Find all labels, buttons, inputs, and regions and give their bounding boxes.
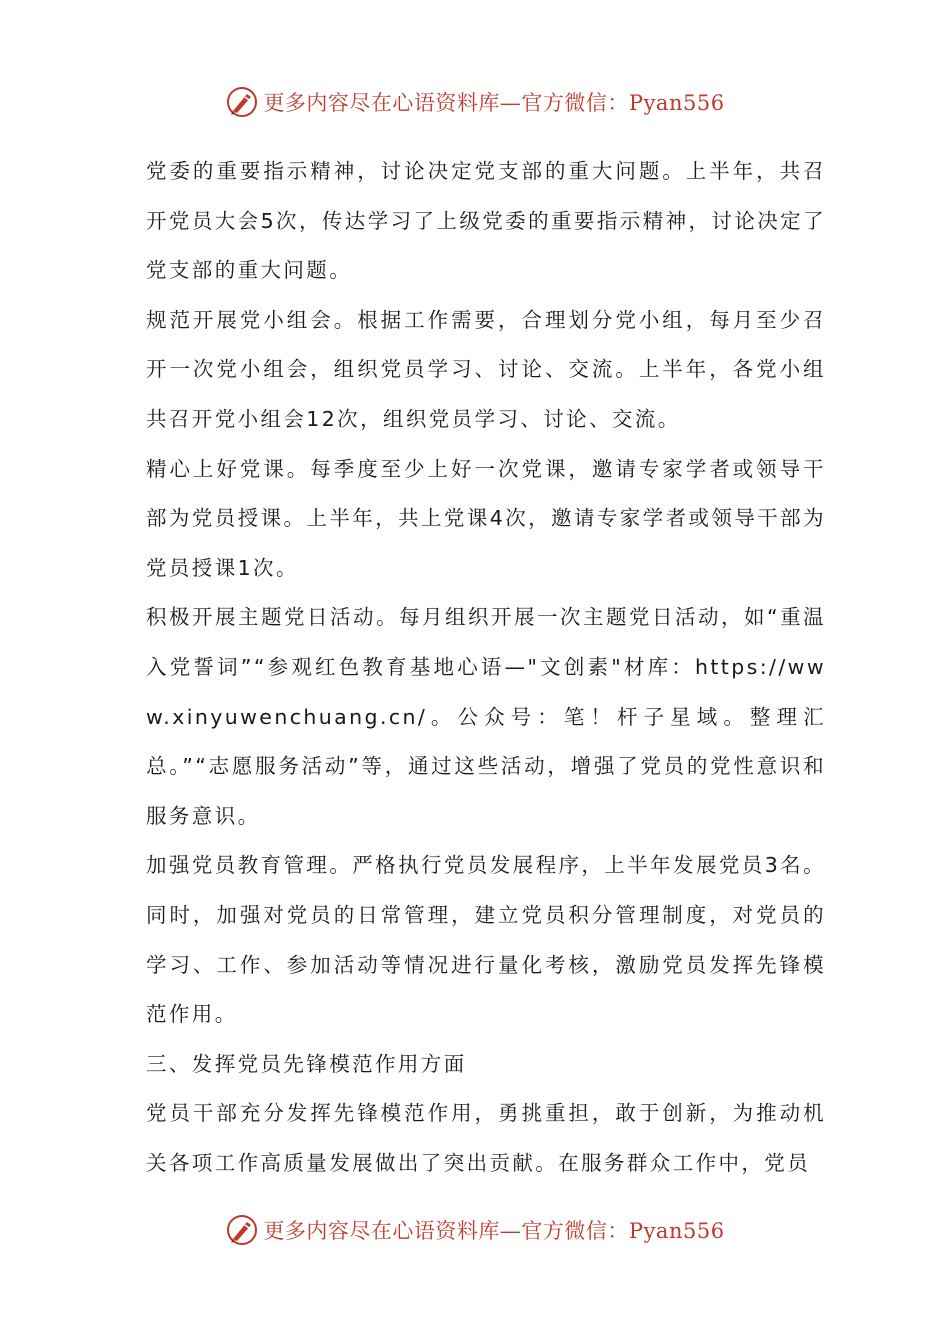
section-heading: 三、发挥党员先锋模范作用方面 — [146, 1051, 467, 1076]
banner-text: 更多内容尽在心语资料库—官方微信：Pyan556 — [263, 1219, 725, 1243]
header-banner — [0, 82, 950, 122]
paragraph: 精心上好党课。每季度至少上好一次党课，邀请专家学者或领导干部为党员授课。上半年，共上党课4次，邀请专家学者或领导干部为党员授课1次。 — [146, 456, 826, 580]
banner-text: 更多内容尽在心语资料库—官方微信：Pyan556 — [263, 91, 725, 115]
paragraph: 加强党员教育管理。严格执行党员发展程序，上半年发展党员3名。同时，加强对党员的日常管理，建立党员积分管理制度，对党员的学习、工作、参加活动等情况进行量化考核，激励党员发挥先锋模范作用。 — [146, 853, 826, 1027]
footer-banner — [0, 1210, 950, 1250]
pen-logo-icon — [225, 85, 259, 119]
paragraph: 规范开展党小组会。根据工作需要，合理划分党小组，每月至少召开一次党小组会，组织党员学习、讨论、交流。上半年，各党小组共召开党小组会12次，组织党员学习、讨论、交流。 — [146, 307, 826, 431]
paragraph: 党委的重要指示精神，讨论决定党支部的重大问题。上半年，共召开党员大会5次，传达学习了上级党委的重要指示精神，讨论决定了党支部的重大问题。 — [146, 159, 826, 283]
pen-logo-icon — [225, 1213, 259, 1247]
document-body — [146, 147, 826, 1188]
paragraph: 党员干部充分发挥先锋模范作用，勇挑重担，敢于创新，为推动机关各项工作高质量发展做出了突出贡献。在服务群众工作中，党员 — [146, 1101, 826, 1175]
paragraph: 积极开展主题党日活动。每月组织开展一次主题党日活动，如“重温入党誓词”“参观红色教育基地心语—"文创素"材库：https://www.xinyuwenchuang.cn/。公众号：笔！杆子星域。整理汇总。”“志愿服务活动”等，通过这些活动，增强了党员的党性意识和服务意识。 — [146, 605, 826, 828]
